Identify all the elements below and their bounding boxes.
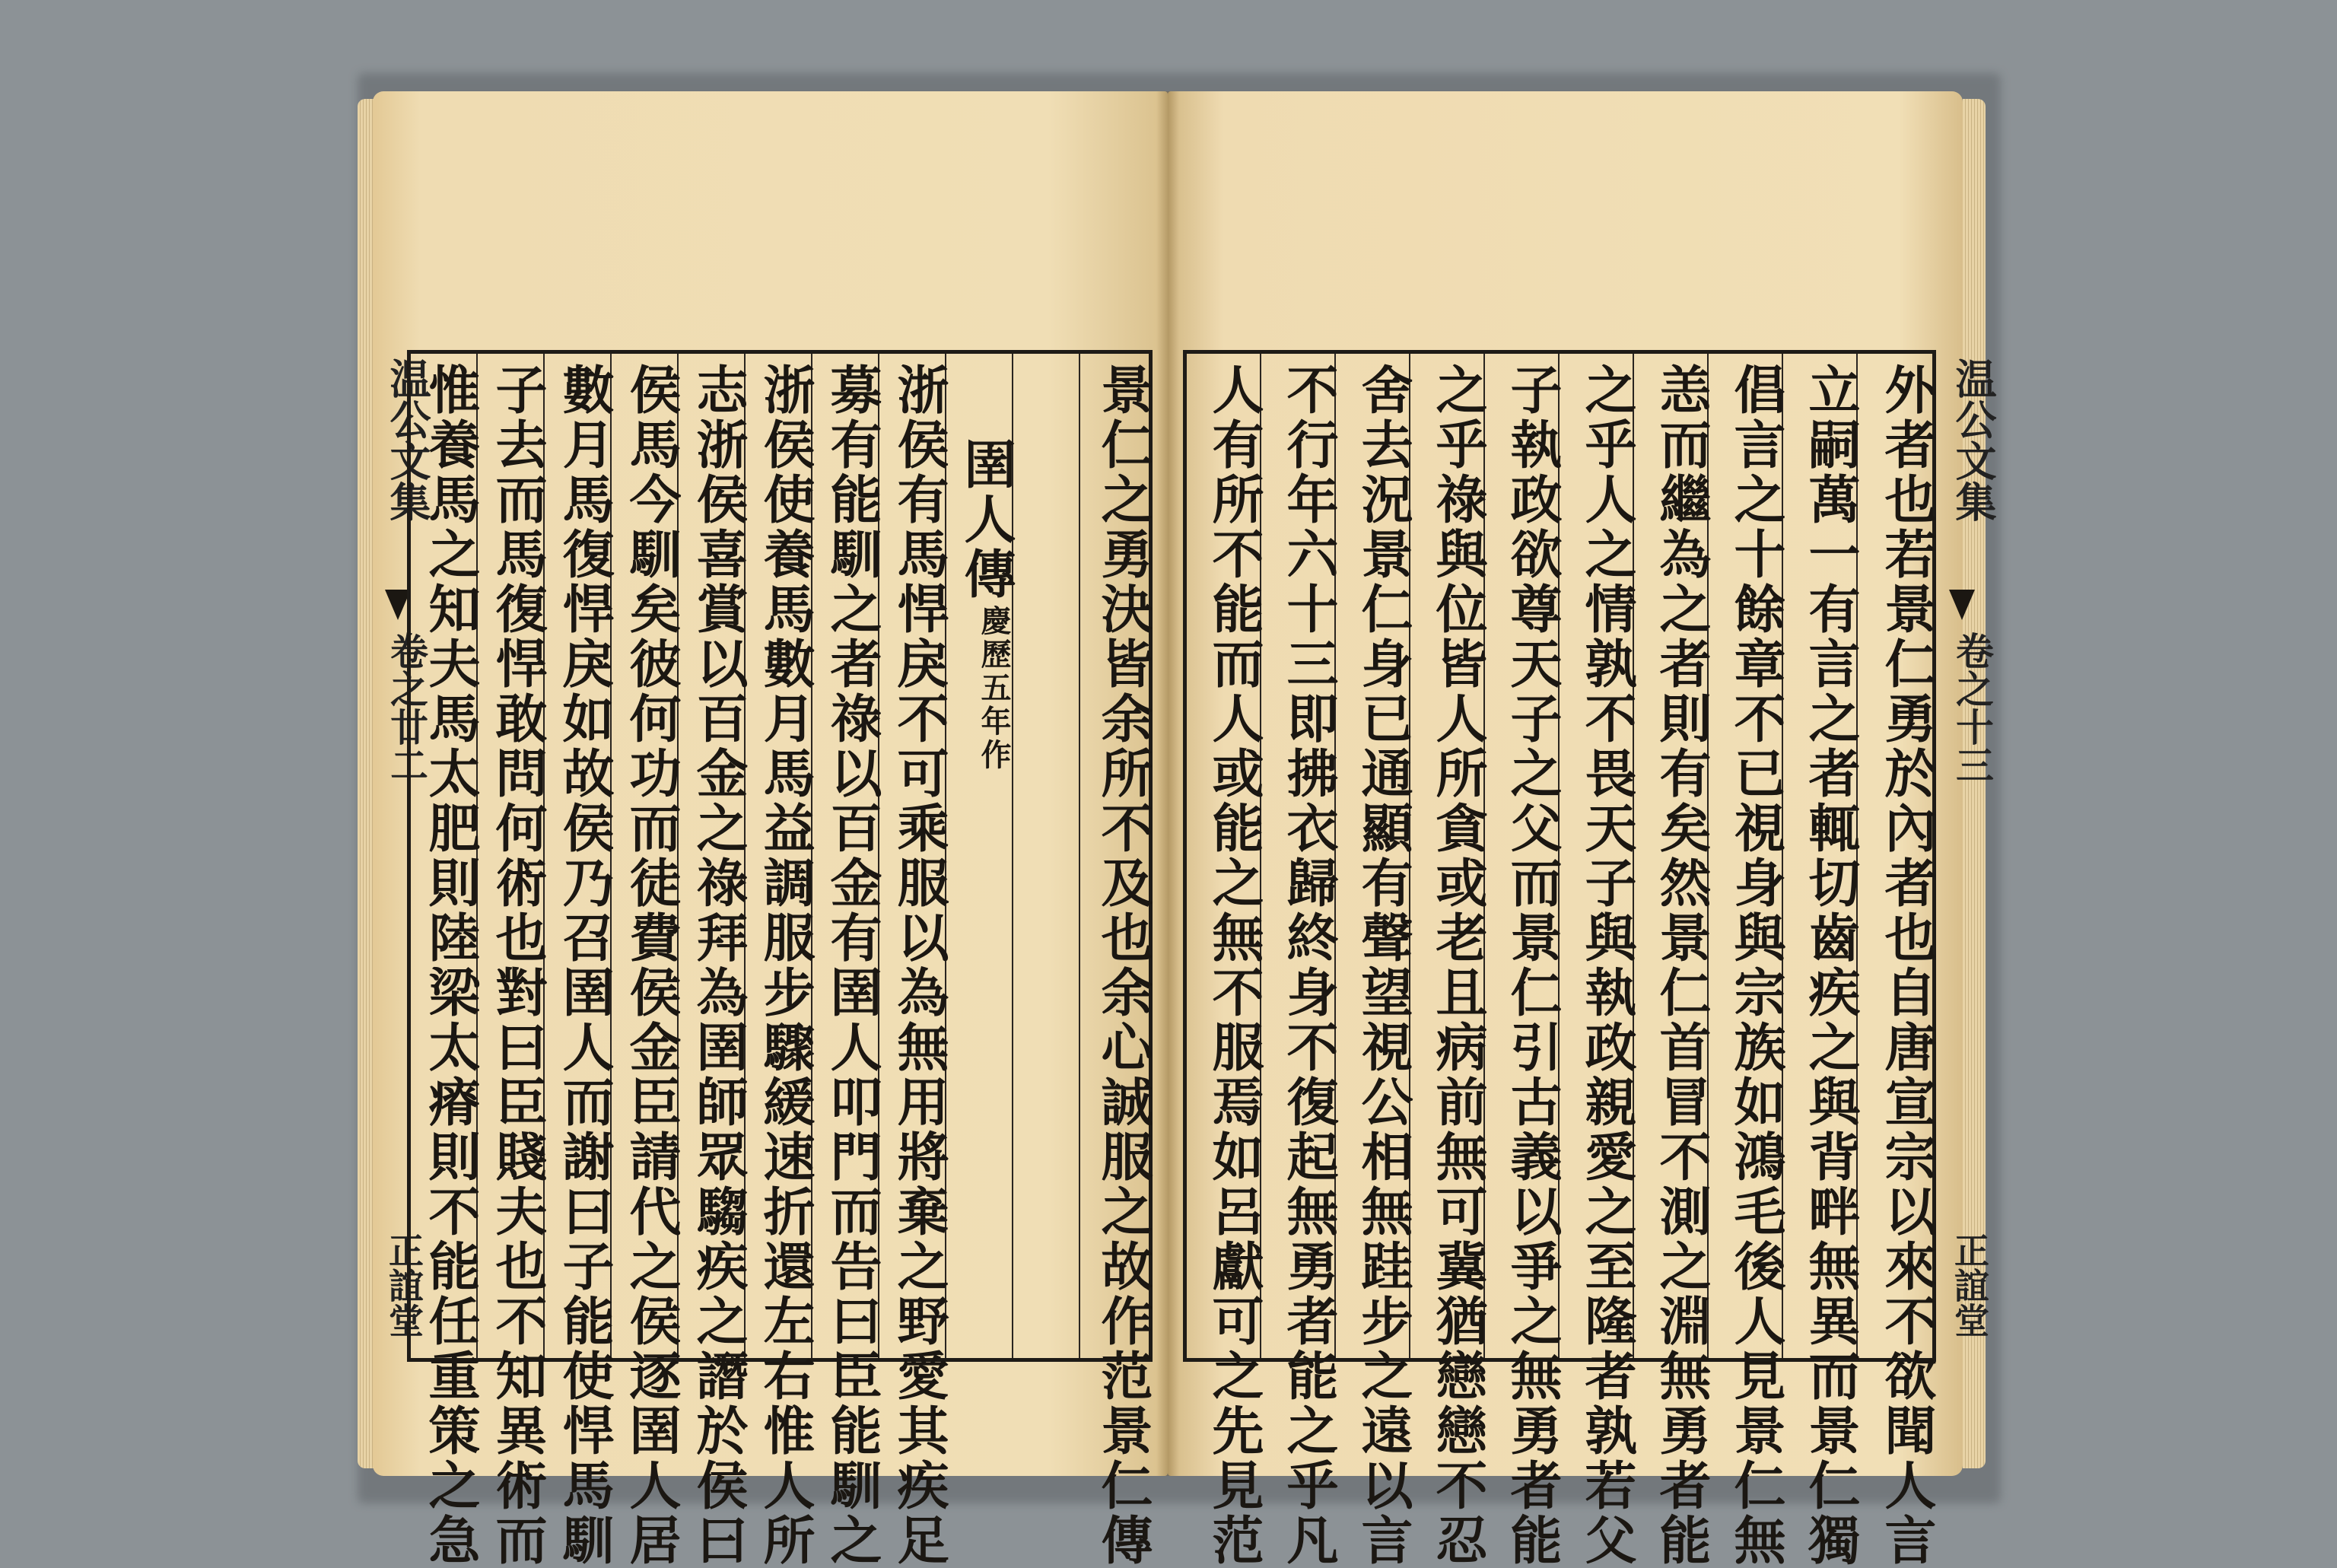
chapter-title: 圉人傳 [955,437,1016,602]
right-column-1 [1858,354,1937,1568]
left-column-title [946,354,1016,1358]
left-column-first [1080,354,1153,1568]
book-gutter [1156,91,1179,1476]
right-column-text: 之乎祿與位皆人所貪或老且病前無可冀猶戀戀不忍 [1427,363,1488,1568]
chapter-subtitle-note: 慶歷五年作 [976,605,1012,772]
left-column-text: 募有能馴之者祿以百金有圉人叩門而告曰臣能馴之 [822,363,882,1568]
right-column-2 [1783,354,1861,1568]
right-column-text: 人有所不能而人或能之無不服焉如呂獻可之先見范 [1203,363,1264,1568]
left-text-frame [407,350,1153,1568]
right-column-7 [1410,354,1488,1568]
left-column-text: 浙侯使養馬數月馬益調服步驟緩速折還左右惟人所 [755,363,816,1568]
left-margin-title: 温公文集 [383,358,432,522]
right-column-text: 之乎人之情孰不畏天子與執政親愛之至隆者孰若父 [1576,363,1637,1568]
left-column-text: 子去而馬復悍敢問何術也對曰臣賤夫也不知異術而 [487,363,548,1568]
left-column-text: 浙侯有馬悍戾不可乘服以為無用將棄之野愛其疾足 [889,363,949,1568]
left-column-text: 惟養馬之知夫馬太肥則陸梁太瘠則不能任重策之急 [420,363,481,1568]
left-margin-volume: 卷之廿二 [384,631,429,784]
left-column-text: 數月馬復悍戾如故侯乃召圉人而謝曰子能使悍馬馴 [554,363,615,1568]
left-column-1 [411,354,481,1568]
right-column-4 [1634,354,1712,1568]
right-column-text: 恙而繼為之者則有矣然景仁首冒不測之淵無勇者能 [1651,363,1712,1568]
right-column-text: 舍去況景仁身已通顯有聲望視公相無跬步之遠以言 [1353,363,1413,1568]
left-column-3 [545,354,615,1568]
right-column-text: 立嗣萬一有言之者輒切齒疾之與背畔無異而景仁獨 [1800,363,1861,1568]
right-column-5 [1560,354,1637,1568]
right-column-8 [1336,354,1413,1568]
left-column-5 [679,354,749,1568]
left-column-8 [879,354,949,1568]
right-column-text: 外者也若景仁勇於內者也自唐宣宗以來不欲聞人言 [1876,363,1937,1568]
right-column-6 [1485,354,1563,1568]
left-column-6 [746,354,816,1568]
left-column-blank [1013,354,1080,1358]
right-margin-title: 温公文集 [1949,358,1998,522]
right-text-frame [1183,350,1937,1568]
left-column-7 [812,354,882,1568]
right-column-9 [1261,354,1339,1568]
right-column-text: 不行年六十三即拂衣歸終身不復起無勇者能之乎凡 [1278,363,1339,1568]
right-margin-footer: 正誼堂 [1949,1232,1990,1337]
right-column-3 [1709,354,1786,1568]
left-margin-footer: 正誼堂 [383,1232,424,1337]
right-margin-volume: 卷之十三 [1950,631,1995,784]
right-column-text: 子執政欲尊天子之父而景仁引古義以爭之無勇者能 [1502,363,1563,1568]
right-column-text: 倡言之十餘章不已視身與宗族如鴻毛後人見景仁無 [1725,363,1786,1568]
left-column-text: 志浙侯喜賞以百金之祿拜為圉師眾騶疾之譖於侯曰 [688,363,749,1568]
left-column-text: 景仁之勇決皆余所不及也余心誠服之故作范景仁傳 [1092,363,1153,1568]
right-column-10 [1187,354,1264,1568]
left-column-4 [612,354,682,1568]
left-column-2 [478,354,548,1568]
left-column-text: 侯馬今馴矣彼何功而徒費侯金臣請代之侯逐圉人居 [621,363,682,1568]
